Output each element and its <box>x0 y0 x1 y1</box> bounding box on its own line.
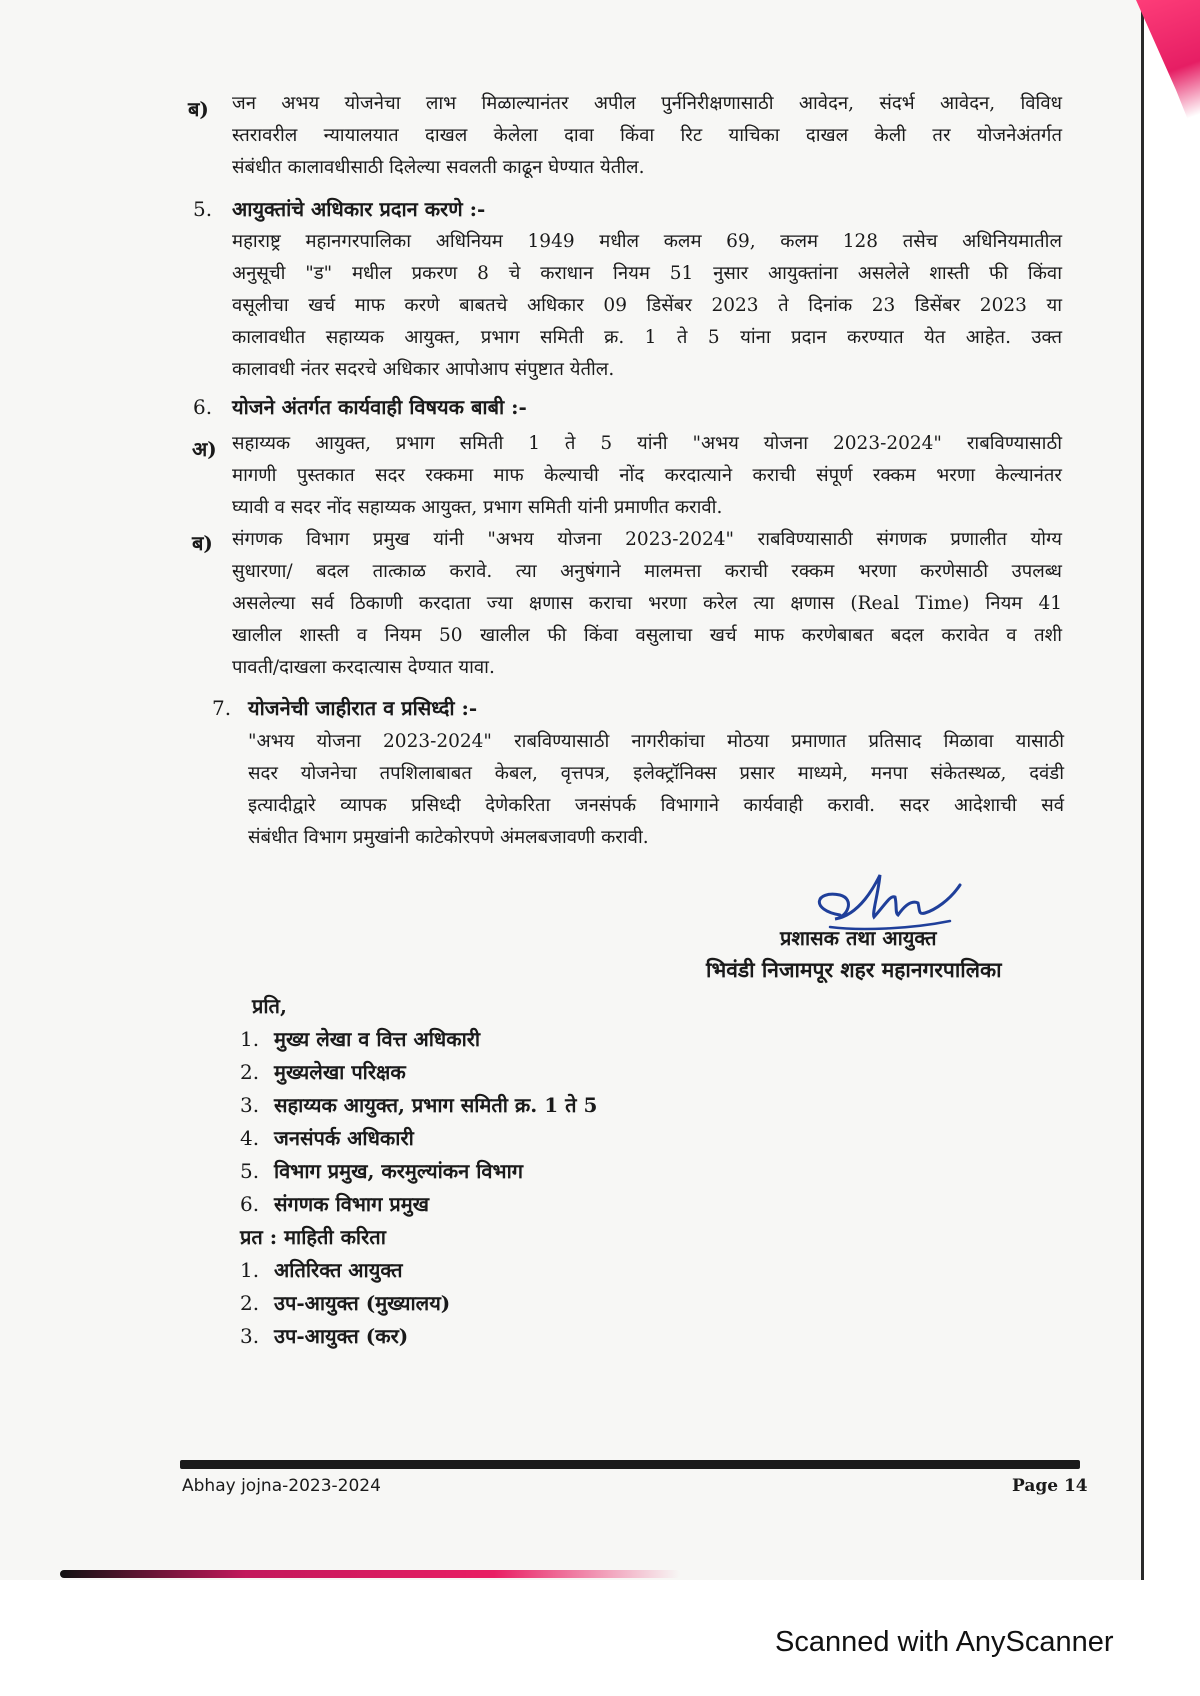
section-b-line-3: संबंधीत कालावधीसाठी दिलेल्या सवलती काढून घेण्यात येतील. <box>232 157 645 178</box>
copy-to-item-number: 6. <box>240 1192 260 1216</box>
footer-divider <box>180 1460 1080 1469</box>
section-7-line-1: "अभय योजना 2023-2024" राबविण्यासाठी नागरीकांचा मोठया प्रमाणात प्रतिसाद मिळावा यासाठी <box>248 731 1064 752</box>
section-5-number: 5. <box>193 197 213 221</box>
section-6b-line-2: सुधारणा/ बदल तात्काळ करावे. त्या अनुषंगाने मालमत्ता कराची रक्कम भरणा करणेसाठी उपलब्ध <box>232 561 1062 582</box>
section-6b-label: ब) <box>192 531 213 555</box>
copy-to-item <box>240 1122 597 1155</box>
copy-to-item-text: सहाय्यक आयुक्त, प्रभाग समिती क्र. 1 ते 5 <box>274 1093 598 1117</box>
copy-info-item <box>240 1254 597 1287</box>
section-7-number: 7. <box>212 696 232 720</box>
copy-info-item-text: अतिरिक्त आयुक्त <box>274 1258 403 1282</box>
section-b-label: ब) <box>188 97 209 121</box>
section-6b-line-4: खालील शास्ती व नियम 50 खालील फी किंवा वसुलाचा खर्च माफ करणेबाबत बदल करावेत व तशी <box>232 625 1062 646</box>
section-b-paragraph <box>232 88 1062 184</box>
section-b-line-2: स्तरावरील न्यायालयात दाखल केलेला दावा किंवा रिट याचिका दाखल केली तर योजनेअंतर्गत <box>232 125 1062 146</box>
copy-to-item-text: मुख्यलेखा परिक्षक <box>274 1060 406 1084</box>
footer-document-name: Abhay jojna-2023-2024 <box>182 1476 381 1496</box>
copy-info-item-number: 2. <box>240 1291 260 1315</box>
section-6b-paragraph <box>232 524 1062 684</box>
pink-edge-bottom <box>60 1570 680 1578</box>
section-5-heading: आयुक्तांचे अधिकार प्रदान करणे :- <box>232 197 486 221</box>
section-7-paragraph <box>248 726 1064 854</box>
section-7-line-4: संबंधीत विभाग प्रमुखांनी काटेकोरपणे अंमलबजावणी करावी. <box>248 827 649 848</box>
copy-info-item <box>240 1320 597 1353</box>
copy-info-label: प्रत : माहिती करिता <box>240 1225 386 1249</box>
section-6-heading: योजने अंतर्गत कार्यवाही विषयक बाबी :- <box>232 395 527 419</box>
section-6a-line-1: सहाय्यक आयुक्त, प्रभाग समिती 1 ते 5 यांनी "अभय योजना 2023-2024" राबविण्यासाठी <box>232 433 1062 454</box>
section-6a-line-3: घ्यावी व सदर नोंद सहाय्यक आयुक्त, प्रभाग समिती यांनी प्रमाणीत करावी. <box>232 497 723 518</box>
copy-to-item <box>240 1089 597 1122</box>
section-7-line-3: इत्यादीद्वारे व्यापक प्रसिध्दी देणेकरिता जनसंपर्क विभागाने कार्यवाही करावी. सदर आदेशाची सर्व <box>248 795 1064 816</box>
section-6b-line-3: असलेल्या सर्व ठिकाणी करदाता ज्या क्षणास कराचा भरणा करेल त्या क्षणास (Real Time) नियम 41 <box>232 593 1062 614</box>
section-b-line-1: जन अभय योजनेचा लाभ मिळाल्यानंतर अपील पुर्ननिरीक्षणासाठी आवेदन, संदर्भ आवेदन, विविध <box>232 93 1062 114</box>
copy-to-item <box>240 1056 597 1089</box>
section-5-line-4: कालावधीत सहाय्यक आयुक्त, प्रभाग समिती क्र. 1 ते 5 यांना प्रदान करण्यात येत आहेत. उक्त <box>232 327 1062 348</box>
signatory-designation: प्रशासक तथा आयुक्त <box>780 926 937 950</box>
copy-info-item-text: उप-आयुक्त (मुख्यालय) <box>274 1291 451 1315</box>
copy-info-item-text: उप-आयुक्त (कर) <box>274 1324 409 1348</box>
section-6a-label: अ) <box>192 437 217 461</box>
copy-to-item-number: 3. <box>240 1093 260 1117</box>
signatory-organization: भिवंडी निजामपूर शहर महानगरपालिका <box>706 957 1002 982</box>
section-7-line-2: सदर योजनेचा तपशिलाबाबत केबल, वृत्तपत्र, इलेक्ट्रॉनिक्स प्रसार माध्यमे, मनपा संकेतस्थळ, दवंडी <box>248 763 1064 784</box>
copy-to-item-number: 4. <box>240 1126 260 1150</box>
copy-to-item-text: जनसंपर्क अधिकारी <box>274 1126 414 1150</box>
section-5-line-3: वसूलीचा खर्च माफ करणे बाबतचे अधिकार 09 डिसेंबर 2023 ते दिनांक 23 डिसेंबर 2023 या <box>232 295 1062 316</box>
copy-to-item <box>240 1155 597 1188</box>
copy-to-list <box>240 990 597 1353</box>
section-5-line-2: अनुसूची "ड" मधील प्रकरण 8 चे कराधान नियम 51 नुसार आयुक्तांना असलेले शास्ती फी किंवा <box>232 263 1062 284</box>
copy-info-item-number: 1. <box>240 1258 260 1282</box>
footer-page-number: Page 14 <box>1012 1476 1088 1496</box>
copy-to-item-text: संगणक विभाग प्रमुख <box>274 1192 430 1216</box>
copy-to-item-text: विभाग प्रमुख, करमुल्यांकन विभाग <box>274 1159 524 1183</box>
section-6b-line-5: पावती/दाखला करदात्यास देण्यात यावा. <box>232 657 495 678</box>
section-5-line-5: कालावधी नंतर सदरचे अधिकार आपोआप संपुष्टात येतील. <box>232 359 615 380</box>
copy-to-item-number: 1. <box>240 1027 260 1051</box>
page-edge-shadow <box>1141 0 1144 1580</box>
copy-info-item <box>240 1287 597 1320</box>
copy-to-item <box>240 1023 597 1056</box>
section-5-paragraph <box>232 226 1062 386</box>
copy-info-item-number: 3. <box>240 1324 260 1348</box>
section-6a-line-2: मागणी पुस्तकात सदर रक्कमा माफ केल्याची नोंद करदात्याने कराची संपूर्ण रक्कम भरणा केल्यानंतर <box>232 465 1062 486</box>
section-6a-paragraph <box>232 428 1062 524</box>
copy-to-item-number: 2. <box>240 1060 260 1084</box>
copy-to-item-number: 5. <box>240 1159 260 1183</box>
copy-to-item <box>240 1188 597 1221</box>
section-6-number: 6. <box>193 395 213 419</box>
section-7-heading: योजनेची जाहीरात व प्रसिध्दी :- <box>248 696 478 720</box>
section-6b-line-1: संगणक विभाग प्रमुख यांनी "अभय योजना 2023-2024" राबविण्यासाठी संगणक प्रणालीत योग्य <box>232 529 1062 550</box>
section-5-line-1: महाराष्ट्र महानगरपालिका अधिनियम 1949 मधील कलम 69, कलम 128 तसेच अधिनियमातील <box>232 231 1062 252</box>
copy-to-item-text: मुख्य लेखा व वित्त अधिकारी <box>274 1027 481 1051</box>
scanner-watermark: Scanned with AnyScanner <box>775 1626 1114 1658</box>
copy-to-label: प्रति, <box>252 994 287 1018</box>
